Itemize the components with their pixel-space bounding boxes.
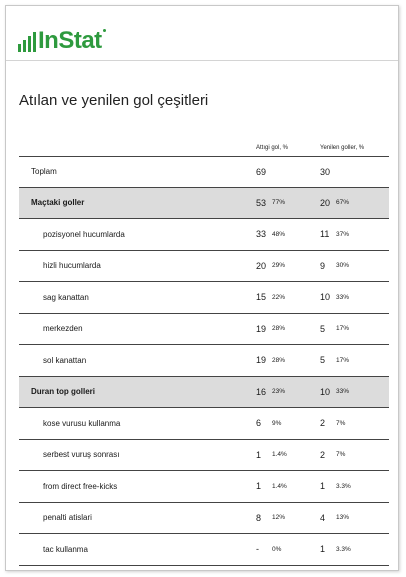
conceded-value: 1 (320, 544, 326, 555)
conceded-percent: 33% (336, 388, 350, 396)
row-label: penalti atislari (43, 513, 92, 523)
conceded-value: 2 (320, 418, 326, 429)
table-row (19, 282, 389, 314)
table-row-total (19, 156, 389, 188)
conceded-value: 9 (320, 260, 326, 271)
conceded-percent: 3.3% (336, 482, 351, 490)
table-row (19, 219, 389, 251)
scored-value: 16 (256, 386, 267, 397)
scored-percent: 48% (272, 230, 286, 238)
conceded-value: 10 (320, 386, 331, 397)
conceded-value: 1 (320, 481, 326, 492)
scored-value: 20 (256, 260, 267, 271)
scored-percent: 22% (272, 293, 286, 301)
scored-percent: 0% (272, 545, 282, 553)
scored-value: 19 (256, 355, 267, 366)
scored-percent: 1.4% (272, 482, 287, 490)
scored-value: - (256, 544, 259, 555)
row-label: sag kanattan (43, 292, 89, 302)
column-header-conceded: Yenilen goller, % (320, 145, 365, 151)
scored-value: 69 (256, 166, 267, 177)
conceded-value: 11 (320, 229, 330, 240)
scored-value: 33 (256, 229, 267, 240)
scored-value: 15 (256, 292, 267, 303)
row-label: merkezden (43, 324, 83, 334)
conceded-percent: 7% (336, 419, 346, 427)
conceded-percent: 17% (336, 325, 350, 333)
conceded-percent: 7% (336, 451, 346, 459)
conceded-percent: 30% (336, 262, 350, 270)
goals-table (19, 156, 389, 566)
table-row (19, 471, 389, 503)
table-row-set-piece-goals (19, 377, 389, 409)
scored-value: 53 (256, 197, 267, 208)
conceded-value: 2 (320, 449, 326, 460)
column-header-scored: Attıgi gol, % (256, 145, 289, 151)
conceded-percent: 3.3% (336, 545, 351, 553)
scored-value: 1 (256, 481, 262, 492)
report-page (5, 5, 399, 571)
conceded-value: 5 (320, 323, 326, 334)
table-row (19, 345, 389, 377)
table-row (19, 534, 389, 566)
scored-percent: 29% (272, 262, 286, 270)
table-row (19, 408, 389, 440)
row-label: kose vurusu kullanma (43, 418, 121, 428)
conceded-value: 4 (320, 512, 326, 523)
logo-text: InStat (38, 27, 102, 54)
scored-percent: 1.4% (272, 451, 287, 459)
row-label: from direct free-kicks (43, 481, 118, 491)
conceded-percent: 17% (336, 356, 350, 364)
scored-percent: 77% (272, 199, 286, 207)
scored-percent: 23% (272, 388, 286, 396)
row-label: Toplam (31, 167, 57, 177)
conceded-value: 5 (320, 355, 326, 366)
conceded-percent: 33% (336, 293, 350, 301)
scored-value: 1 (256, 449, 262, 460)
table-row (19, 440, 389, 472)
logo-dot-icon (103, 29, 106, 32)
instat-logo (18, 26, 106, 52)
conceded-percent: 67% (336, 199, 350, 207)
conceded-value: 20 (320, 197, 331, 208)
scored-value: 8 (256, 512, 262, 523)
scored-percent: 28% (272, 325, 286, 333)
table-row-match-goals (19, 188, 389, 220)
table-row (19, 251, 389, 283)
page-title: Atılan ve yenilen gol çeşitleri (19, 92, 209, 109)
row-label: tac kullanma (43, 544, 88, 554)
row-label: hizli hucumlarda (43, 261, 101, 271)
conceded-percent: 37% (336, 230, 350, 238)
row-label: Duran top golleri (31, 387, 95, 397)
conceded-value: 10 (320, 292, 331, 303)
scored-value: 19 (256, 323, 267, 334)
conceded-value: 30 (320, 166, 331, 177)
scored-percent: 9% (272, 419, 282, 427)
logo-bars-icon (18, 32, 36, 52)
row-label: Maçtaki goller (31, 198, 85, 208)
scored-value: 6 (256, 418, 262, 429)
row-label: serbest vuruş sonrası (43, 450, 120, 460)
scored-percent: 28% (272, 356, 286, 364)
row-label: sol kanattan (43, 355, 87, 365)
scored-percent: 12% (272, 514, 286, 522)
table-row (19, 314, 389, 346)
header (6, 6, 398, 61)
conceded-percent: 13% (336, 514, 350, 522)
table-row (19, 503, 389, 535)
row-label: pozisyonel hucumlarda (43, 229, 125, 239)
